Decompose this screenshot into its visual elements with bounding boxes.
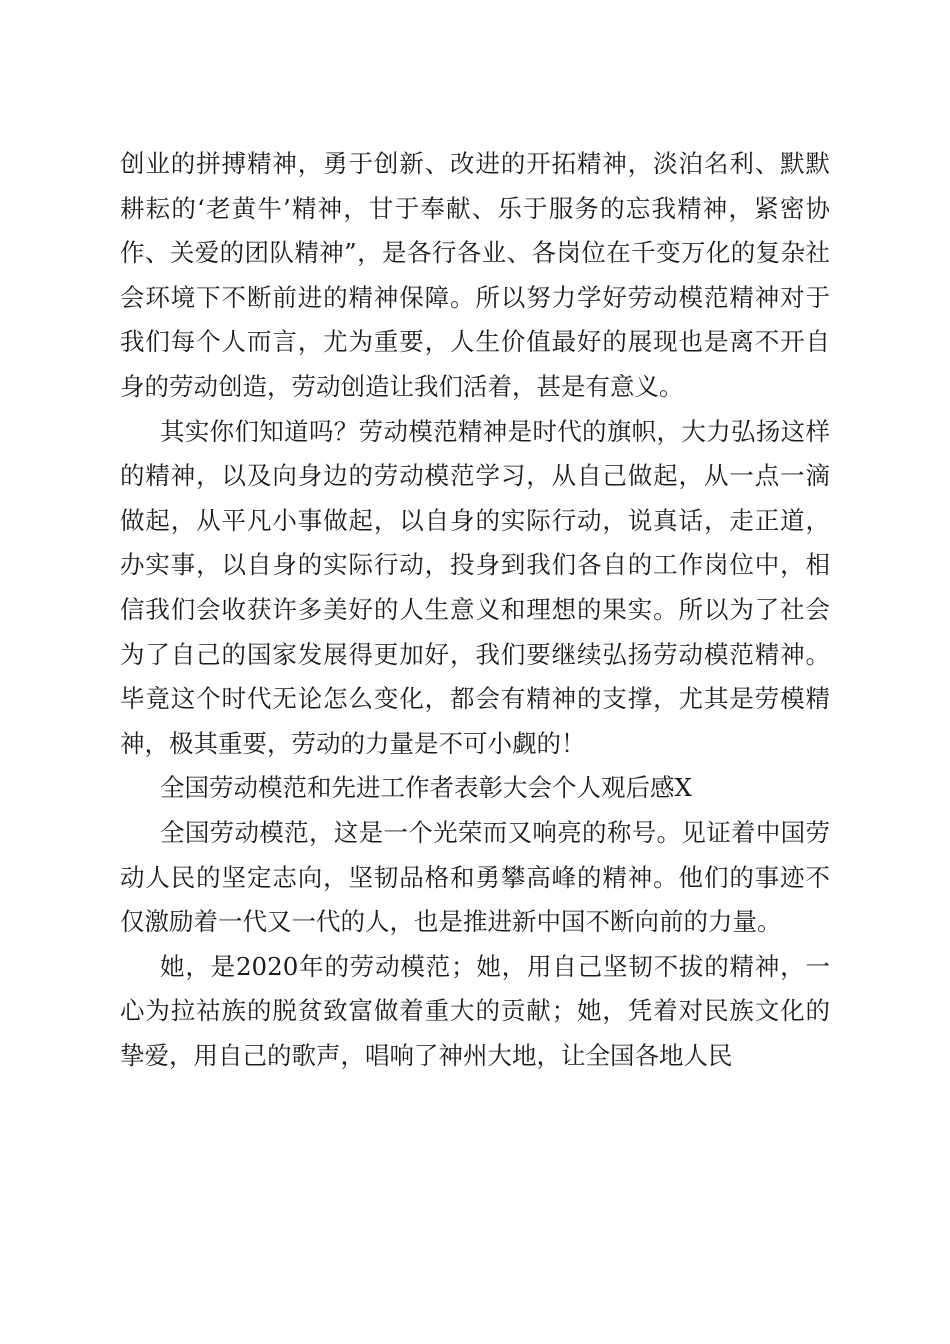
document-body	[120, 142, 830, 1078]
paragraph-2: 其实你们知道吗？劳动模范精神是时代的旗帜，大力弘扬这样的精神，以及向身边的劳动模范学习，从自己做起，从一点一滴做起，从平凡小事做起，以自身的实际行动，说真话，走正道，办实事，以自身的实际行动，投身到我们各自的工作岗位中，相信我们会收获许多美好的人生意义和理想的果实。所以为了社会为了自己的国家发展得更加好，我们要继续弘扬劳动模范精神。毕竟这个时代无论怎么变化，都会有精神的支撑，尤其是劳模精神，极其重要，劳动的力量是不可小觑的！	[120, 416, 830, 758]
paragraph-1: 创业的拼搏精神，勇于创新、改进的开拓精神，淡泊名利、默默耕耘的‘老黄牛’精神，甘于奉献、乐于服务的忘我精神，紧密协作、关爱的团队精神”，是各行各业、各岗位在千变万化的复杂社会环境下不断前进的精神保障。所以努力学好劳动模范精神对于我们每个人而言，尤为重要，人生价值最好的展现也是离不开自身的劳动创造，劳动创造让我们活着，甚是有意义。	[120, 149, 830, 401]
paragraph-3: 全国劳动模范，这是一个光荣而又响亮的称号。见证着中国劳动人民的坚定志向，坚韧品格和勇攀高峰的精神。他们的事迹不仅激励着一代又一代的人，也是推进新中国不断向前的力量。	[120, 817, 830, 937]
section-heading: 全国劳动模范和先进工作者表彰大会个人观后感X	[160, 773, 692, 803]
paragraph-4: 她，是2020年的劳动模范；她，用自己坚韧不拔的精神，一心为拉祜族的脱贫致富做着重大的贡献；她，凭着对民族文化的挚爱，用自己的歌声，唱响了神州大地，让全国各地人民	[120, 951, 830, 1070]
